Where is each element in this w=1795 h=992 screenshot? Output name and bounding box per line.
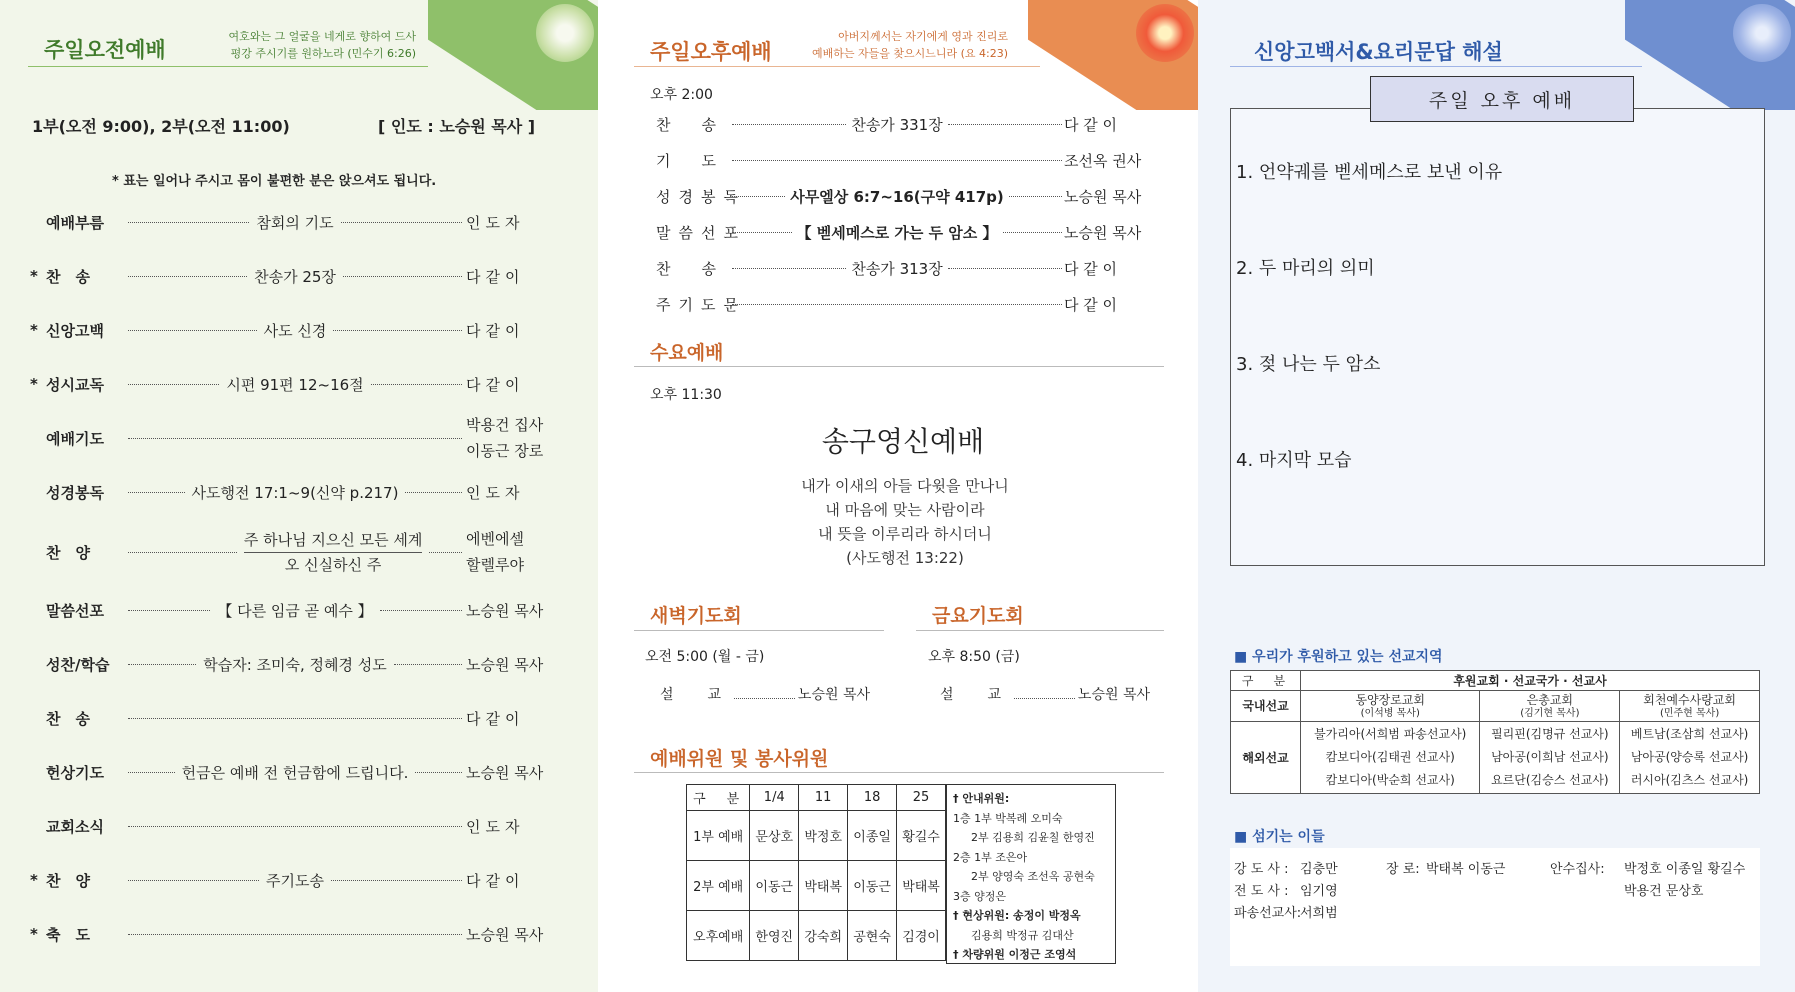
catechism-title: 신앙고백서&요리문답 해설: [1254, 40, 1503, 64]
table-cell: 박태복: [799, 861, 848, 911]
ministers-box: [1230, 848, 1760, 966]
note-line: 2층 1부 조은아: [953, 850, 1028, 864]
table-header-cell: 1/4: [750, 785, 799, 811]
note-line: 김용희 박정규 김대산: [971, 928, 1074, 942]
item-detail: 헌금은 예배 전 헌금함에 드립니다.: [181, 763, 409, 782]
item-label: 축 도: [46, 925, 90, 944]
item-label: 찬 송: [46, 709, 90, 728]
standing-note: * 표는 일어나 주시고 몸이 불편한 분은 앉으셔도 됩니다.: [112, 174, 437, 189]
minister-entry: 전 도 사 :: [1234, 884, 1289, 899]
table-header-cell: 11: [799, 785, 848, 811]
missions-title: ■ 우리가 후원하고 있는 선교지역: [1234, 649, 1443, 665]
servants-table: [686, 784, 946, 961]
item-performer: 다 같 이: [1064, 295, 1118, 314]
item-detail: 참회의 기도: [256, 213, 334, 232]
question-1: 1. 언약궤를 벧세메스로 보낸 이유: [1236, 162, 1503, 183]
dawn-time: 오전 5:00 (월 - 금): [645, 649, 765, 665]
table-cell: 이동근: [750, 861, 799, 911]
worship-item: [30, 922, 550, 946]
servants-title: 예배위원 및 봉사위원: [650, 748, 829, 770]
item-performer: 다 같 이: [1064, 115, 1118, 134]
afternoon-verse: 아버지께서는 자기에게 영과 진리로 예배하는 자들을 찾으시느니라 (요 4:23): [811, 30, 1008, 60]
item-detail: 【 벧세메스로 가는 두 암소 】: [796, 223, 998, 242]
afternoon-item: [656, 148, 1142, 172]
item-label: 찬 송: [656, 259, 724, 278]
afternoon-item: [656, 256, 1136, 280]
note-line: 2부 김용희 김윤칠 한영진: [971, 831, 1095, 844]
item-detail: 찬송가 25장: [254, 267, 336, 286]
worship-item: [30, 318, 550, 342]
item-performer: 다 같 이: [1064, 259, 1118, 278]
table-header-cell: 18: [848, 785, 897, 811]
item-performer: 노승원 목사: [466, 763, 544, 782]
item-label: 말씀선포: [656, 223, 746, 242]
item-detail: 찬송가 313장: [851, 259, 943, 278]
item-performer: 박용건 집사 이동근 장로: [466, 416, 544, 460]
item-performer: 다같이: [466, 267, 525, 286]
item-label: 성찬/학습: [46, 655, 110, 674]
table-cell: 1부 예배: [687, 811, 750, 861]
morning-service-panel: [0, 0, 598, 992]
divider: [634, 772, 1164, 773]
question-3: 3. 젖 나는 두 암소: [1236, 354, 1381, 375]
corner-decoration: [428, 0, 598, 110]
item-label: 말씀선포: [46, 601, 104, 620]
item-label: 찬 송: [46, 267, 90, 286]
minister-entry: 안수집사:: [1550, 862, 1605, 877]
usher-notes: [946, 784, 1116, 964]
flower-image: [1136, 4, 1194, 62]
item-performer: 다같이: [466, 375, 525, 394]
friday-title: 금요기도회: [932, 605, 1024, 627]
table-cell: 이동근: [848, 861, 897, 911]
missions-table: 구 분 후원교회 · 선교국가 · 선교사 국내선교 동양장로교회 (이석병 목사) 은총교회 (김기현 목사) 회천예수사랑교회 (민주현 목사) 해외선교 불가리아(서희범 파송선교사) 캄보디아(김태권 선교사) 캄보디아(박순희 선교사) 필리핀(김명규 선교사) 남아공(이희남 선교사) 요르단(김승스 선교사) 베트남(조삼희 선교사) 남아공(양승록 선교사) 러시아(김츠스 선교사): [1230, 670, 1760, 794]
afternoon-item: [656, 184, 1142, 208]
dawn-title: 새벽기도회: [650, 605, 742, 627]
item-label: 신앙고백: [46, 321, 104, 340]
item-detail: 찬송가 331장: [851, 115, 943, 134]
item-performer: 인도자: [466, 817, 525, 836]
minister-entry: 임기영: [1300, 884, 1338, 899]
item-label: 성경봉독: [46, 483, 104, 502]
morning-verse: 여호와는 그 얼굴을 네게로 향하여 드사 평강 주시기를 원하노라 (민수기 6:26): [228, 30, 416, 60]
table-cell: 문상호: [750, 811, 799, 861]
note-line: † 안내위원:: [953, 792, 1010, 805]
item-label: 성경봉독: [656, 187, 746, 206]
item-detail: 시편 91편 12~16절: [226, 375, 364, 394]
worship-item: 찬 양 주 하나님 지으신 모든 세계 오 신실하신 주 에벤에셀 할렐루야: [30, 528, 550, 576]
afternoon-time: 오후 2:00: [650, 87, 713, 103]
divider: [916, 630, 1164, 631]
star-mark: *: [30, 871, 38, 889]
item-label: 기 도: [656, 151, 724, 170]
item-performer: 노승원 목사: [466, 601, 544, 620]
morning-title: 주일오전예배: [44, 38, 166, 62]
box-title: 주일 오후 예배: [1370, 76, 1634, 122]
table-cell: 황길수: [897, 811, 946, 861]
item-performer: 노승원 목사: [1064, 223, 1142, 242]
item-label: 성시교독: [46, 375, 104, 394]
item-performer: 다같이: [466, 709, 525, 728]
item-detail: 사도행전 17:1~9(신약 p.217): [191, 483, 399, 502]
minister-entry: 박용건 문상호: [1624, 884, 1704, 899]
note-line: 3층 양정은: [953, 889, 1006, 903]
item-label: 예배부름: [46, 213, 104, 232]
table-cell: 한영진: [750, 911, 799, 961]
item-performer: 다같이: [466, 871, 525, 890]
worship-item: [30, 598, 550, 622]
question-4: 4. 마지막 모습: [1236, 450, 1352, 471]
question-2: 2. 두 마리의 의미: [1236, 258, 1375, 279]
worship-item: [30, 480, 550, 504]
table-header-cell: 구 분: [687, 785, 750, 811]
item-performer: 에벤에셀 할렐루야: [466, 530, 524, 574]
table-cell: 오후예배: [687, 911, 750, 961]
worship-item: [30, 414, 550, 462]
minister-entry: 파송선교사:: [1234, 906, 1302, 921]
minister-entry: 박정호 이종일 황길수: [1624, 862, 1746, 877]
flower-image: [536, 4, 594, 62]
ministers-title: ■ 섬기는 이들: [1234, 829, 1325, 845]
flower-image: [1733, 4, 1791, 62]
afternoon-item: [656, 220, 1142, 244]
service-times: 1부(오전 9:00), 2부(오전 11:00): [32, 117, 290, 136]
table-header-cell: 25: [897, 785, 946, 811]
newyear-service-heading: 송구영신예배: [821, 425, 985, 458]
item-performer: 인도자: [466, 213, 525, 232]
item-detail: 【 다른 임금 곧 예수 】: [217, 601, 373, 620]
item-label: 헌상기도: [46, 763, 104, 782]
item-performer: 인도자: [466, 483, 525, 502]
star-mark: *: [30, 267, 38, 285]
star-mark: *: [30, 375, 38, 393]
star-mark: *: [30, 925, 38, 943]
friday-time: 오후 8:50 (금): [928, 649, 1020, 665]
item-detail: 학습자: 조미숙, 정혜경 성도: [203, 655, 387, 674]
minister-entry: 강 도 사 :: [1234, 862, 1289, 877]
item-label: 찬 양: [46, 871, 90, 890]
table-cell: 공현숙: [848, 911, 897, 961]
table-cell: 박태복: [897, 861, 946, 911]
worship-item: [30, 652, 550, 676]
divider: [634, 366, 1164, 367]
table-cell: 이종일: [848, 811, 897, 861]
scripture-quote: 내가 이새의 아들 다윗을 만나니 내 마음에 맞는 사람이라 내 뜻을 이루리라 하시더니 (사도행전 13:22): [801, 477, 1009, 567]
wednesday-time: 오후 11:30: [650, 387, 722, 403]
item-performer: 노승원 목사: [466, 655, 544, 674]
note-line: 2부 양영숙 조선옥 공현숙: [971, 870, 1095, 883]
item-performer: 노승원 목사: [466, 925, 544, 944]
table-cell: 2부 예배: [687, 861, 750, 911]
minister-entry: 박태복 이동근: [1426, 862, 1506, 877]
minister-entry: 장 로:: [1386, 862, 1420, 877]
friday-preacher: 설 교 노승원 목사: [940, 684, 1150, 704]
item-label: 예배기도: [46, 429, 104, 448]
afternoon-item: [656, 112, 1136, 136]
item-label: 찬 양: [46, 543, 90, 562]
worship-item: [30, 372, 550, 396]
note-line: 1층 1부 박복례 오미숙: [953, 811, 1063, 825]
table-cell: 강숙희: [799, 911, 848, 961]
worship-item: [30, 264, 550, 288]
corner-decoration: [1625, 0, 1795, 110]
afternoon-item: [656, 292, 1136, 316]
divider: [634, 66, 1040, 67]
note-line: † 현상위원: 송정이 박정옥: [953, 909, 1081, 922]
minister-entry: 김충만: [1300, 862, 1338, 877]
wednesday-title: 수요예배: [650, 342, 724, 364]
item-label: 교회소식: [46, 817, 104, 836]
divider: [634, 630, 884, 631]
corner-decoration: [1028, 0, 1198, 110]
item-performer: 다같이: [466, 321, 525, 340]
worship-item: [30, 868, 550, 892]
leader-info: [ 인도 : 노승원 목사 ]: [378, 117, 536, 136]
item-performer: 노승원 목사: [1064, 187, 1142, 206]
worship-item: [30, 210, 550, 234]
item-detail: 주기도송: [266, 871, 324, 890]
table-cell: 박정호: [799, 811, 848, 861]
item-detail: 사도 신경: [263, 321, 327, 340]
star-mark: *: [30, 321, 38, 339]
note-line: † 차량위원 이정근 조영석: [953, 948, 1077, 961]
afternoon-title: 주일오후예배: [650, 40, 772, 64]
divider: [1230, 66, 1642, 67]
minister-entry: 서희범: [1300, 906, 1338, 921]
item-label: 주기도문: [656, 295, 746, 314]
table-cell: 김경이: [897, 911, 946, 961]
worship-item: [30, 706, 550, 730]
item-detail: 사무엘상 6:7~16(구약 417p): [790, 187, 1004, 206]
item-performer: 조선옥 권사: [1064, 151, 1142, 170]
dawn-preacher: 설 교 노승원 목사: [660, 684, 870, 704]
divider: [28, 66, 428, 67]
worship-item: [30, 760, 550, 784]
item-label: 찬 송: [656, 115, 724, 134]
worship-item: [30, 814, 550, 838]
